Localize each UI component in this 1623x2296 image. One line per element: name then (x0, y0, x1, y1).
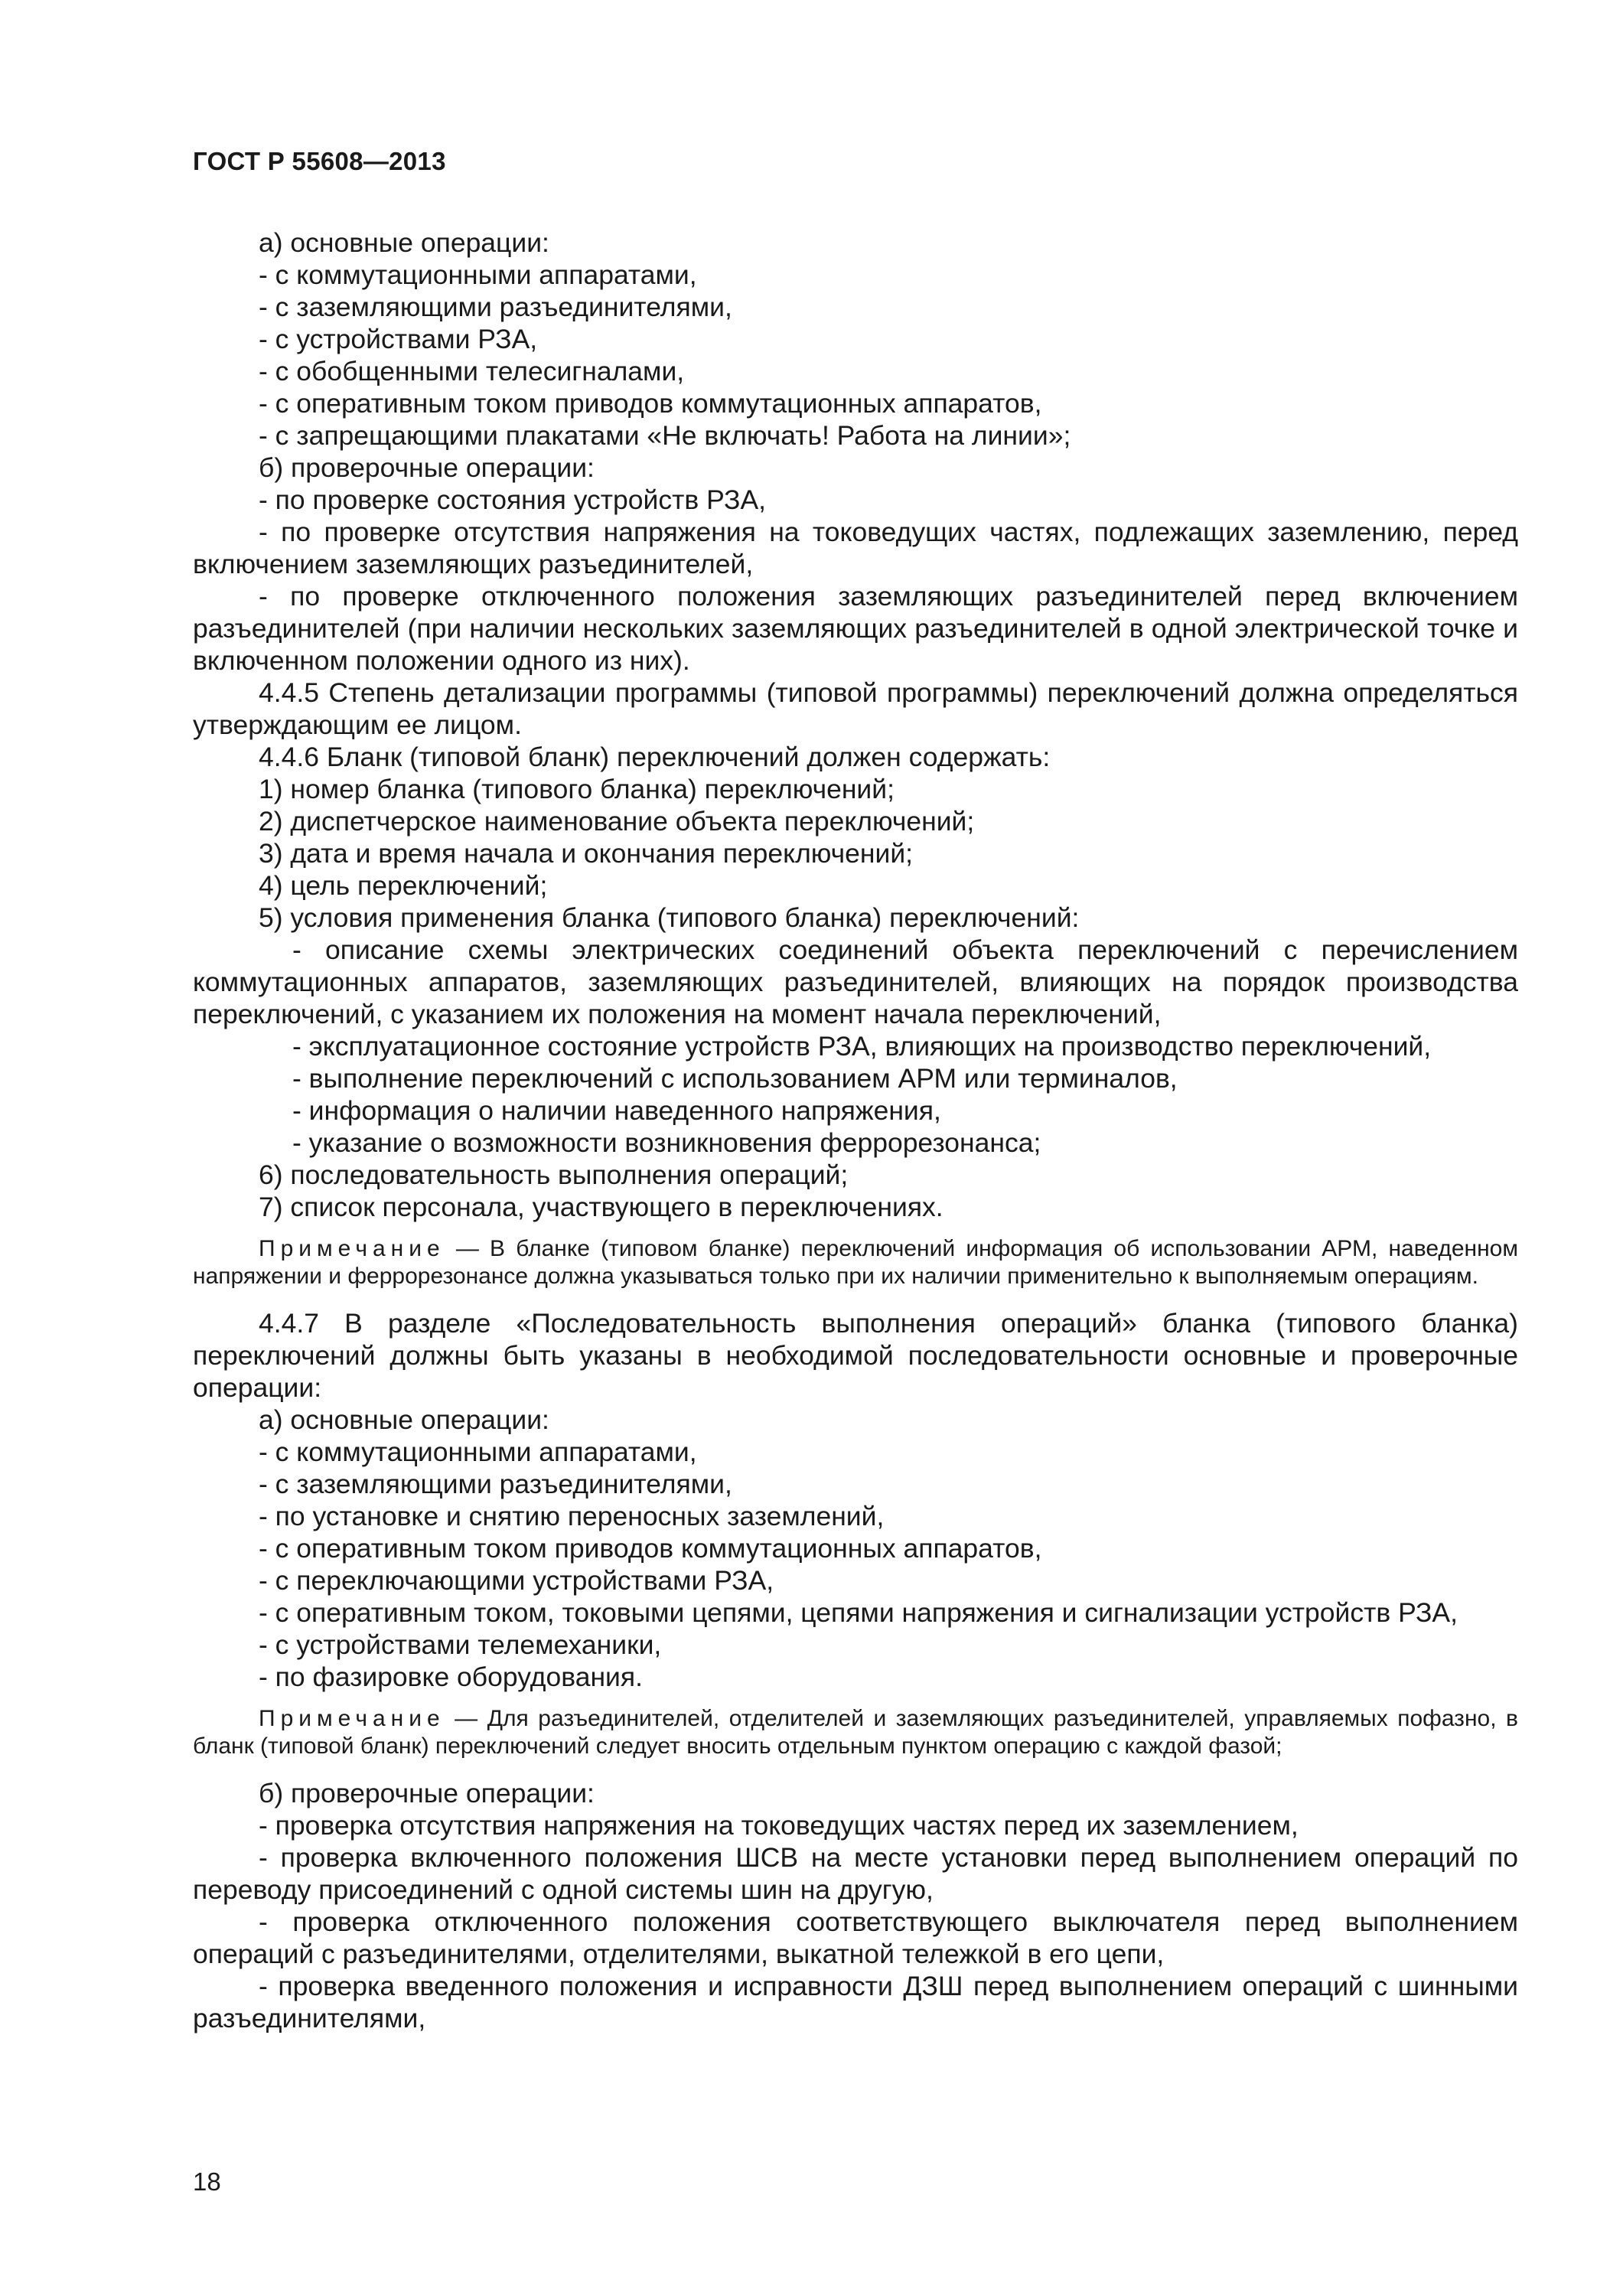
paragraph-4-4-5: 4.4.5 Степень детализации программы (типовой программы) переключений должна определяться утверждающим ее лицом. (193, 677, 1518, 740)
list-item: - с коммутационными аппаратами, (259, 1437, 697, 1467)
list-item: - с запрещающими плакатами «Не включать! Работа на линии»; (259, 420, 1071, 451)
list-item: - с переключающими устройствами РЗА, (259, 1565, 774, 1596)
list-item: 4) цель переключений; (259, 870, 548, 901)
paragraph-dzsh-check: - проверка введенного положения и исправности ДЗШ перед выполнением операций с шинными разъединителями, (193, 1971, 1518, 2033)
paragraph-breaker-check: - проверка отключенного положения соответствующего выключателя перед выполнением операций с разъединителями, отделителями, выкатной тележкой в его цепи, (193, 1906, 1518, 1969)
paragraph-voltage-check: - по проверке отсутствия напряжения на токоведущих частях, подлежащих заземлению, перед включением заземляющих разъединителей, (193, 517, 1518, 579)
list-item: а) основные операции: (259, 1404, 549, 1435)
list-item: 2) диспетчерское наименование объекта переключений; (259, 806, 975, 837)
list-item: 1) номер бланка (типового бланка) переключений; (259, 774, 895, 804)
note-text: — В бланке (типовом бланке) переключений информация об использовании АРМ, наведенном напряжении и феррорезонансе должна указываться только при их наличии применительно к выполняемым операциям. (193, 1236, 1518, 1289)
note-block (193, 1705, 1518, 1760)
list-item: - с обобщенными телесигналами, (259, 356, 685, 386)
note-block (193, 1235, 1518, 1290)
paragraph-scheme-description: - описание схемы электрических соединений объекта переключений с перечислением коммутационных аппаратов, заземляющих разъединителей, влияющих на порядок производства переключений, с указанием их положения на момент начала переключений, (193, 934, 1518, 1029)
list-item: 3) дата и время начала и окончания переключений; (259, 838, 914, 869)
list-item: - информация о наличии наведенного напряжения, (292, 1095, 941, 1126)
list-item: б) проверочные операции: (259, 452, 595, 483)
list-item: - указание о возможности возникновения феррорезонанса; (292, 1127, 1041, 1158)
list-item: - с устройствами телемеханики, (259, 1629, 662, 1660)
list-item: б) проверочные операции: (259, 1778, 595, 1808)
note-label: Примечание (259, 1706, 445, 1731)
list-item: - по фазировке оборудования. (259, 1662, 643, 1692)
list-item: - по проверке состояния устройств РЗА, (259, 484, 766, 515)
list-item: - проверка отсутствия напряжения на токоведущих частях перед их заземлением, (259, 1810, 1299, 1841)
list-item: 7) список персонала, участвующего в переключениях. (259, 1192, 943, 1222)
list-item: - с устройствами РЗА, (259, 324, 538, 354)
document-body (193, 227, 1518, 2034)
document-header: ГОСТ Р 55608—2013 (193, 147, 446, 175)
list-item: - выполнение переключений с использованием АРМ или терминалов, (292, 1063, 1178, 1094)
list-item: - с коммутационными аппаратами, (259, 259, 697, 290)
list-item: - с заземляющими разъединителями, (259, 292, 732, 322)
paragraph-disconnected-check: - по проверке отключенного положения заземляющих разъединителей перед включением разъединителей (при наличии нескольких заземляющих разъединителей в одной электрической точке и включенном положении одного из них). (193, 581, 1518, 676)
paragraph-shsv-check: - проверка включенного положения ШСВ на месте установки перед выполнением операций по переводу присоединений с одной системы шин на другую, (193, 1842, 1518, 1905)
paragraph-4-4-6: 4.4.6 Бланк (типовой бланк) переключений должен содержать: (259, 742, 1051, 772)
list-item: а) основные операции: (259, 227, 549, 258)
list-item: - по установке и снятию переносных заземлений, (259, 1501, 885, 1531)
note-label: Примечание (259, 1236, 445, 1261)
paragraph-4-4-7: 4.4.7 В разделе «Последовательность выполнения операций» бланка (типового бланка) переключений должны быть указаны в необходимой последовательности основные и проверочные операции: (193, 1308, 1518, 1403)
list-item: - эксплуатационное состояние устройств РЗА, влияющих на производство переключений, (292, 1031, 1432, 1062)
list-item: - с оперативным током приводов коммутационных аппаратов, (259, 1533, 1042, 1564)
list-item: - с заземляющими разъединителями, (259, 1469, 732, 1499)
page-number: 18 (193, 2167, 221, 2196)
note-text: — Для разъединителей, отделителей и заземляющих разъединителей, управляемых пофазно, в бланк (типовой бланк) переключений следует вносить отдельным пунктом операцию с каждой фазой; (193, 1706, 1518, 1759)
list-item: 5) условия применения бланка (типового бланка) переключений: (259, 902, 1080, 933)
list-item: - с оперативным током, токовыми цепями, цепями напряжения и сигнализации устройств РЗА, (259, 1597, 1458, 1628)
list-item: - с оперативным током приводов коммутационных аппаратов, (259, 388, 1042, 419)
list-item: 6) последовательность выполнения операций; (259, 1159, 849, 1190)
